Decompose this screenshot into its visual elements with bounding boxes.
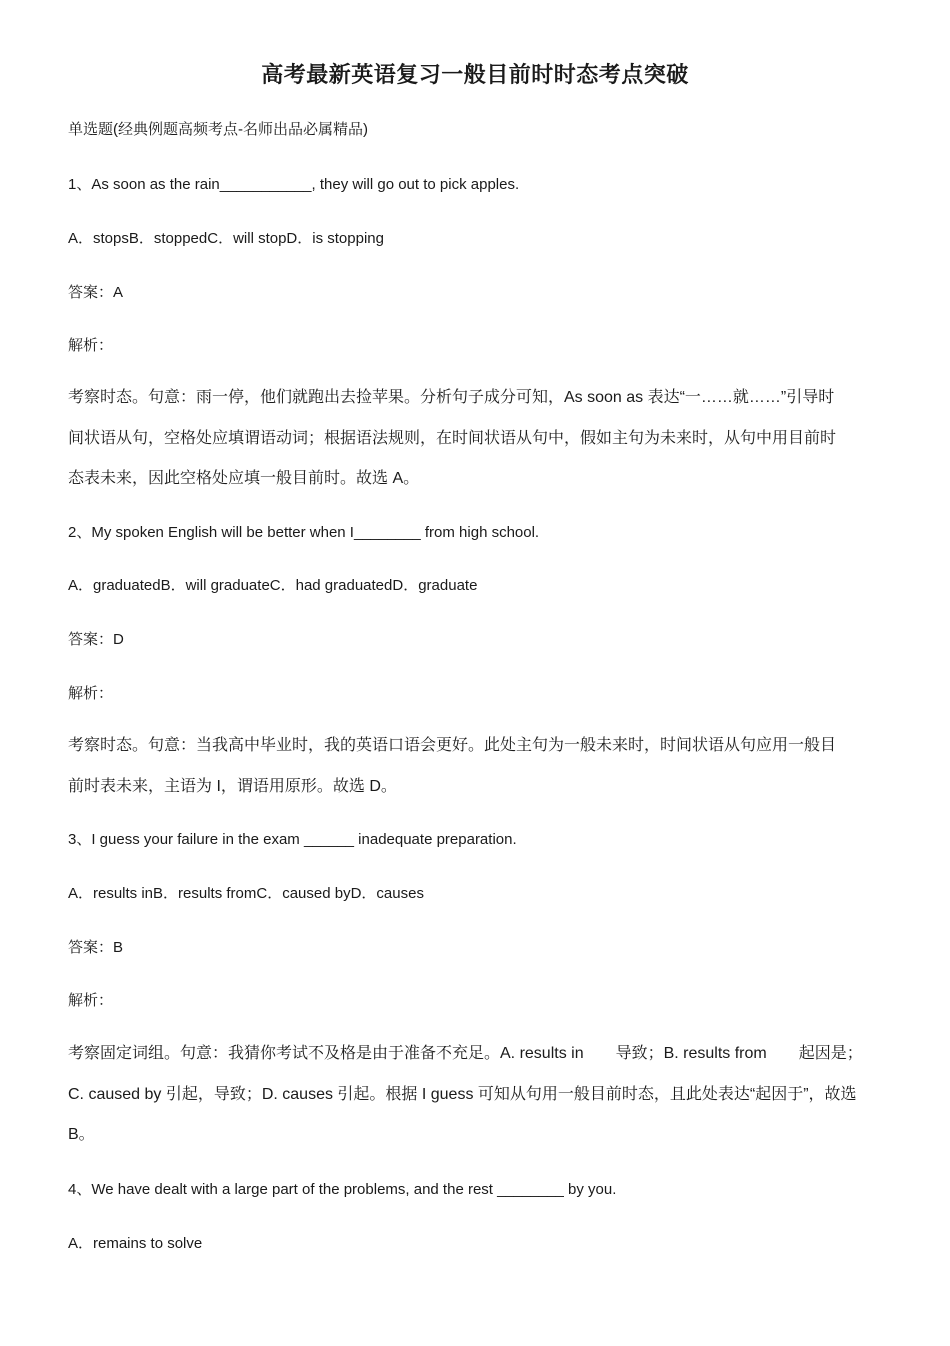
- question-options: A．results inB．results fromC．caused byD．causes: [68, 885, 424, 902]
- question-options: A．stopsB．stoppedC．will stopD．is stopping: [68, 230, 384, 247]
- document-title: 高考最新英语复习一般目前时时态考点突破: [261, 62, 689, 87]
- analysis-line: B。: [68, 1126, 95, 1143]
- analysis-line: 前时表未来，主语为 I，谓语用原形。故选 D。: [68, 777, 397, 795]
- analysis-line: 间状语从句，空格处应填谓语动词；根据语法规则，在时间状语从句中，假如主句为未来时，从句中用目前时: [68, 429, 837, 447]
- question-stem: 1、As soon as the rain___________, they will go out to pick apples.: [68, 176, 520, 193]
- analysis-label: 解析：: [68, 992, 114, 1009]
- analysis-line: 考察时态。句意：当我高中毕业时，我的英语口语会更好。此处主句为一般未来时，时间状语从句应用一般目: [68, 737, 837, 754]
- question-stem: 2、My spoken English will be better when I________ from high school.: [68, 524, 540, 541]
- analysis-line: C. caused by 引起，导致；D. causes 引起。根据 I guess 可知从句用一般目前时态，且此处表达“起因于”，故选: [68, 1085, 857, 1103]
- question-stem: 4、We have dealt with a large part of the problems, and the rest ________ by you.: [68, 1181, 617, 1198]
- answer-line: 答案：B: [68, 939, 124, 956]
- question-stem: 3、I guess your failure in the exam ______ inadequate preparation.: [68, 831, 517, 848]
- analysis-line: 考察时态。句意：雨一停，他们就跑出去捡苹果。分析句子成分可知，As soon as 表达“一……就……”引导时: [68, 389, 835, 406]
- analysis-line: 考察固定词组。句意：我猜你考试不及格是由于准备不充足。A. results in 导致；B. results from 起因是；: [68, 1045, 863, 1062]
- analysis-text: [68, 1034, 883, 1156]
- analysis-label: 解析：: [68, 337, 114, 354]
- analysis-text: [68, 378, 883, 500]
- analysis-label: 解析：: [68, 685, 114, 702]
- question-options: A．graduatedB．will graduateC．had graduatedD．graduate: [68, 577, 478, 594]
- analysis-text: [68, 726, 883, 807]
- answer-line: 答案：D: [68, 631, 124, 648]
- section-heading: 单选题(经典例题高频考点-名师出品必属精品): [68, 121, 368, 138]
- question-options: A．remains to solve: [68, 1235, 203, 1252]
- answer-line: 答案：A: [68, 284, 124, 301]
- analysis-line: 态表未来，因此空格处应填一般目前时。故选 A。: [68, 470, 420, 487]
